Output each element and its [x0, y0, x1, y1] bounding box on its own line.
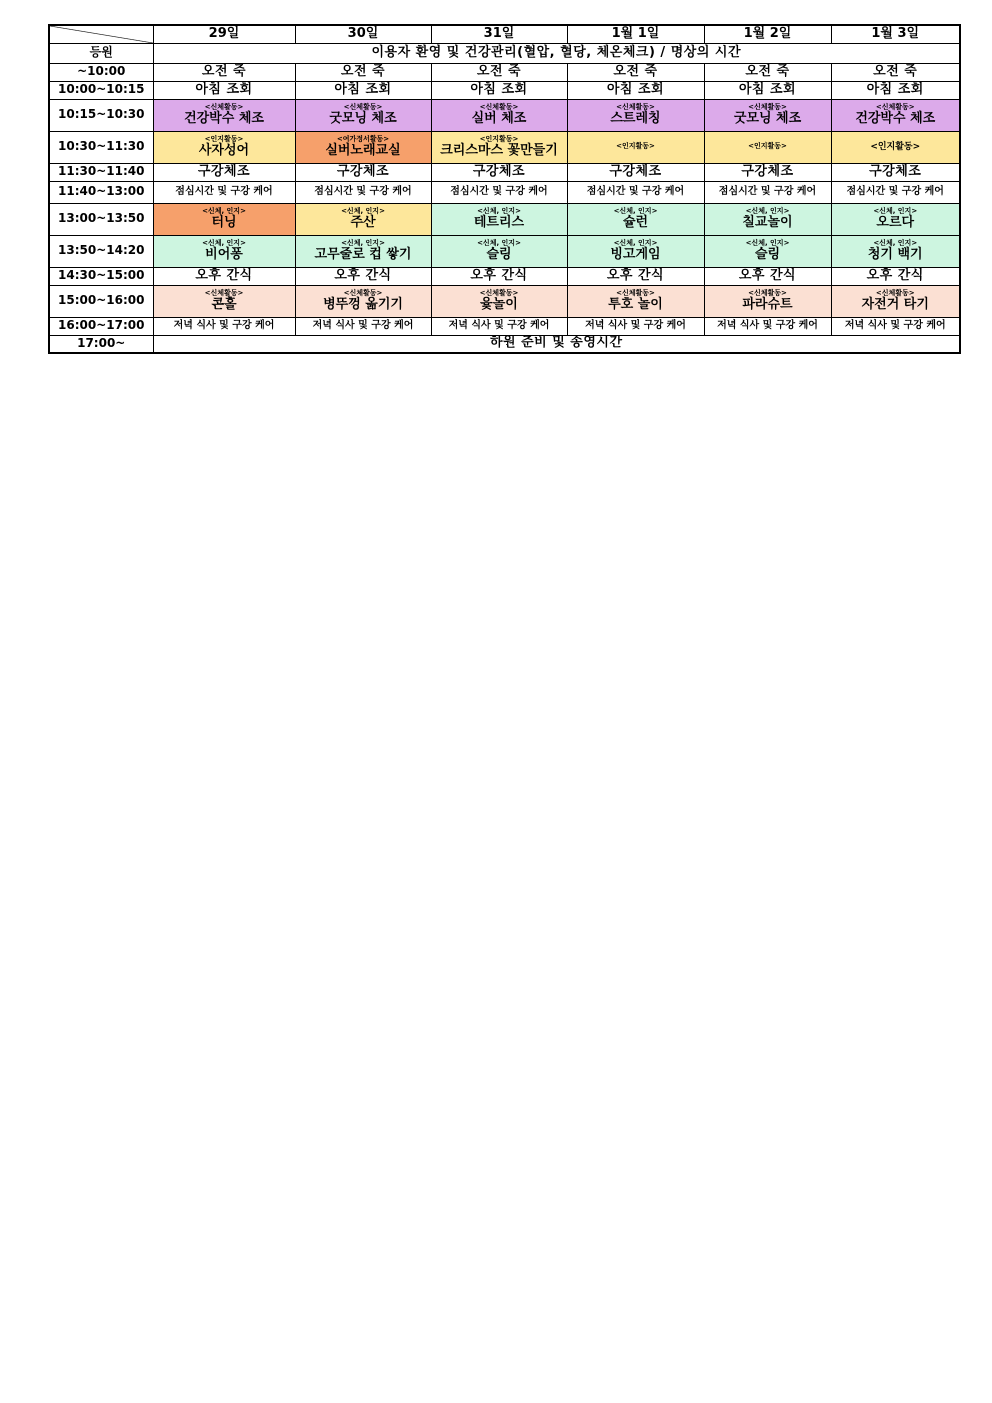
activity-cell: [704, 99, 831, 131]
activity-name: 병뚜껑 옮기기: [323, 296, 403, 312]
activity-category: <인지활동>: [870, 141, 921, 152]
activity-name: 슬링: [754, 246, 781, 262]
time-slot: 13:00~13:50: [49, 203, 153, 235]
activity-name: 자전거 타기: [861, 296, 929, 312]
activity-category: <신체, 인지>: [202, 238, 246, 247]
activity-category: <신체, 인지>: [745, 238, 790, 247]
routine-cell: 오전 죽: [567, 63, 704, 81]
activity-name: 빙고게임: [610, 246, 661, 262]
time-slot: 15:00~16:00: [49, 285, 153, 317]
column-header: 1월 2일: [704, 25, 831, 43]
schedule-row: [49, 43, 960, 63]
activity-cell: [153, 235, 295, 267]
full-width-activity: 이용자 환영 및 건강관리(혈압, 혈당, 체온체크) / 명상의 시간: [153, 43, 960, 63]
schedule-row: [49, 81, 960, 99]
activity-name: 크리스마스 꽃만들기: [440, 142, 558, 158]
schedule-row: [49, 285, 960, 317]
time-slot: 10:00~10:15: [49, 81, 153, 99]
schedule-row: [49, 235, 960, 267]
activity-name: 오르다: [876, 214, 915, 230]
routine-cell: 오전 죽: [704, 63, 831, 81]
column-header: 1월 1일: [567, 25, 704, 43]
activity-name: 청기 백기: [867, 246, 923, 262]
time-slot: 10:30~11:30: [49, 131, 153, 163]
activity-cell: [704, 235, 831, 267]
activity-category: <인지활동>: [479, 134, 519, 143]
meal-care-cell: 점심시간 및 구강 케어: [431, 181, 567, 203]
activity-category: <신체, 인지>: [613, 206, 658, 215]
activity-name: 비어퐁: [205, 246, 243, 262]
time-slot: 16:00~17:00: [49, 317, 153, 335]
routine-cell: 오후 간식: [295, 267, 431, 285]
activity-cell: [831, 285, 960, 317]
activity-category: <신체활동>: [479, 288, 519, 297]
time-slot: ~10:00: [49, 63, 153, 81]
activity-category: <신체활동>: [616, 102, 655, 111]
column-header: 29일: [153, 25, 295, 43]
schedule-row: [49, 203, 960, 235]
routine-cell: 오전 죽: [831, 63, 960, 81]
activity-category: <신체활동>: [748, 288, 787, 297]
time-slot: 14:30~15:00: [49, 267, 153, 285]
routine-cell: 아침 조회: [431, 81, 567, 99]
schedule-row: [49, 267, 960, 285]
routine-cell: 오후 간식: [567, 267, 704, 285]
activity-name: 건강박수 체조: [855, 110, 936, 126]
meal-care-cell: 저녁 식사 및 구강 케어: [704, 317, 831, 335]
activity-cell: [431, 235, 567, 267]
activity-name: 사자성어: [198, 142, 250, 158]
activity-name: 테트리스: [473, 214, 525, 230]
activity-category: <인지활동>: [204, 134, 244, 143]
activity-cell: [431, 285, 567, 317]
activity-category: <신체, 인지>: [341, 206, 385, 215]
activity-cell: [704, 131, 831, 163]
routine-cell: 구강체조: [431, 163, 567, 181]
activity-category: <신체활동>: [479, 102, 519, 111]
activity-name: 터닝: [211, 214, 237, 230]
routine-cell: 오후 간식: [431, 267, 567, 285]
activity-name: 주산: [350, 214, 376, 230]
routine-cell: 아침 조회: [567, 81, 704, 99]
meal-care-cell: 저녁 식사 및 구강 케어: [831, 317, 960, 335]
time-slot: 등원: [49, 43, 153, 63]
activity-name: 굿모닝 체조: [329, 110, 397, 126]
activity-name: 스트레칭: [610, 110, 661, 126]
column-header: 30일: [295, 25, 431, 43]
schedule-row: [49, 63, 960, 81]
activity-name: 투호 놀이: [608, 296, 663, 312]
meal-care-cell: 점심시간 및 구강 케어: [153, 181, 295, 203]
activity-cell: [295, 235, 431, 267]
full-width-activity: 하원 준비 및 송영시간: [153, 335, 960, 353]
routine-cell: 구강체조: [295, 163, 431, 181]
activity-cell: [153, 203, 295, 235]
activity-name: 실버 체조: [471, 110, 527, 126]
activity-name: 고무줄로 컵 쌓기: [314, 246, 412, 262]
activity-cell: [831, 235, 960, 267]
column-header: 31일: [431, 25, 567, 43]
activity-cell: [431, 99, 567, 131]
activity-cell: [704, 285, 831, 317]
activity-name: 슐런: [622, 214, 649, 230]
activity-category: <신체, 인지>: [477, 238, 521, 247]
activity-name: 굿모닝 체조: [733, 110, 802, 126]
activity-name: 건강박수 체조: [184, 110, 264, 126]
activity-category: <여가정서활동>: [336, 134, 390, 143]
activity-category: <신체활동>: [204, 102, 244, 111]
schedule-row: [49, 99, 960, 131]
activity-cell: [431, 131, 567, 163]
meal-care-cell: 점심시간 및 구강 케어: [567, 181, 704, 203]
schedule-row: [49, 335, 960, 353]
activity-cell: [567, 203, 704, 235]
activity-cell: [295, 285, 431, 317]
meal-care-cell: 저녁 식사 및 구강 케어: [153, 317, 295, 335]
time-slot: 11:40~13:00: [49, 181, 153, 203]
activity-category: <신체, 인지>: [202, 206, 246, 215]
routine-cell: 오후 간식: [704, 267, 831, 285]
activity-category: <신체활동>: [343, 288, 383, 297]
activity-category: <신체활동>: [204, 288, 244, 297]
activity-cell: [704, 203, 831, 235]
routine-cell: 아침 조회: [831, 81, 960, 99]
routine-cell: 아침 조회: [704, 81, 831, 99]
meal-care-cell: 점심시간 및 구강 케어: [831, 181, 960, 203]
meal-care-cell: 저녁 식사 및 구강 케어: [567, 317, 704, 335]
activity-cell: [153, 131, 295, 163]
activity-cell: [567, 235, 704, 267]
activity-category: <신체활동>: [875, 102, 915, 111]
activity-cell: [831, 99, 960, 131]
schedule-row: [49, 317, 960, 335]
activity-category: <신체, 인지>: [477, 206, 521, 215]
activity-category: <신체활동>: [748, 102, 787, 111]
routine-cell: 아침 조회: [295, 81, 431, 99]
schedule-row: [49, 181, 960, 203]
routine-cell: 오전 죽: [431, 63, 567, 81]
routine-cell: 아침 조회: [153, 81, 295, 99]
routine-cell: 구강체조: [704, 163, 831, 181]
routine-cell: 오전 죽: [295, 63, 431, 81]
activity-category: <신체, 인지>: [341, 238, 385, 247]
activity-category: <신체, 인지>: [873, 238, 918, 247]
activity-name: 칠교놀이: [742, 214, 793, 230]
activity-category: <신체활동>: [616, 288, 655, 297]
meal-care-cell: 저녁 식사 및 구강 케어: [431, 317, 567, 335]
activity-category: <인지활동>: [748, 142, 787, 150]
activity-cell: [567, 99, 704, 131]
meal-care-cell: 저녁 식사 및 구강 케어: [295, 317, 431, 335]
activity-name: 실버노래교실: [325, 142, 401, 158]
activity-name: 파라슈트: [742, 296, 793, 312]
routine-cell: 오전 죽: [153, 63, 295, 81]
weekly-schedule-table: [48, 24, 961, 354]
activity-category: <신체, 인지>: [873, 206, 918, 215]
routine-cell: 구강체조: [831, 163, 960, 181]
activity-cell: [295, 99, 431, 131]
schedule-body: [49, 25, 960, 353]
activity-category: <신체, 인지>: [613, 238, 658, 247]
activity-name: 콘홀: [211, 296, 237, 312]
meal-care-cell: 점심시간 및 구강 케어: [704, 181, 831, 203]
activity-cell: [831, 203, 960, 235]
activity-cell: [153, 285, 295, 317]
header-row: [49, 25, 960, 43]
time-slot: 17:00~: [49, 335, 153, 353]
activity-cell: [831, 131, 960, 163]
activity-name: 윷놀이: [480, 296, 518, 312]
activity-cell: [567, 285, 704, 317]
time-slot: 10:15~10:30: [49, 99, 153, 131]
activity-category: <인지활동>: [616, 142, 655, 150]
activity-cell: [153, 99, 295, 131]
activity-category: <신체활동>: [343, 102, 383, 111]
routine-cell: 구강체조: [153, 163, 295, 181]
column-header: 1월 3일: [831, 25, 960, 43]
routine-cell: 오후 간식: [153, 267, 295, 285]
activity-category: <신체, 인지>: [745, 206, 790, 215]
activity-cell: [295, 203, 431, 235]
meal-care-cell: 점심시간 및 구강 케어: [295, 181, 431, 203]
schedule-row: [49, 163, 960, 181]
time-slot: 11:30~11:40: [49, 163, 153, 181]
activity-name: 슬링: [486, 246, 512, 262]
schedule-row: [49, 131, 960, 163]
activity-cell: [567, 131, 704, 163]
routine-cell: 오후 간식: [831, 267, 960, 285]
time-slot: 13:50~14:20: [49, 235, 153, 267]
activity-cell: [295, 131, 431, 163]
corner-cell: [49, 25, 153, 43]
activity-cell: [431, 203, 567, 235]
routine-cell: 구강체조: [567, 163, 704, 181]
activity-category: <신체활동>: [875, 288, 915, 297]
